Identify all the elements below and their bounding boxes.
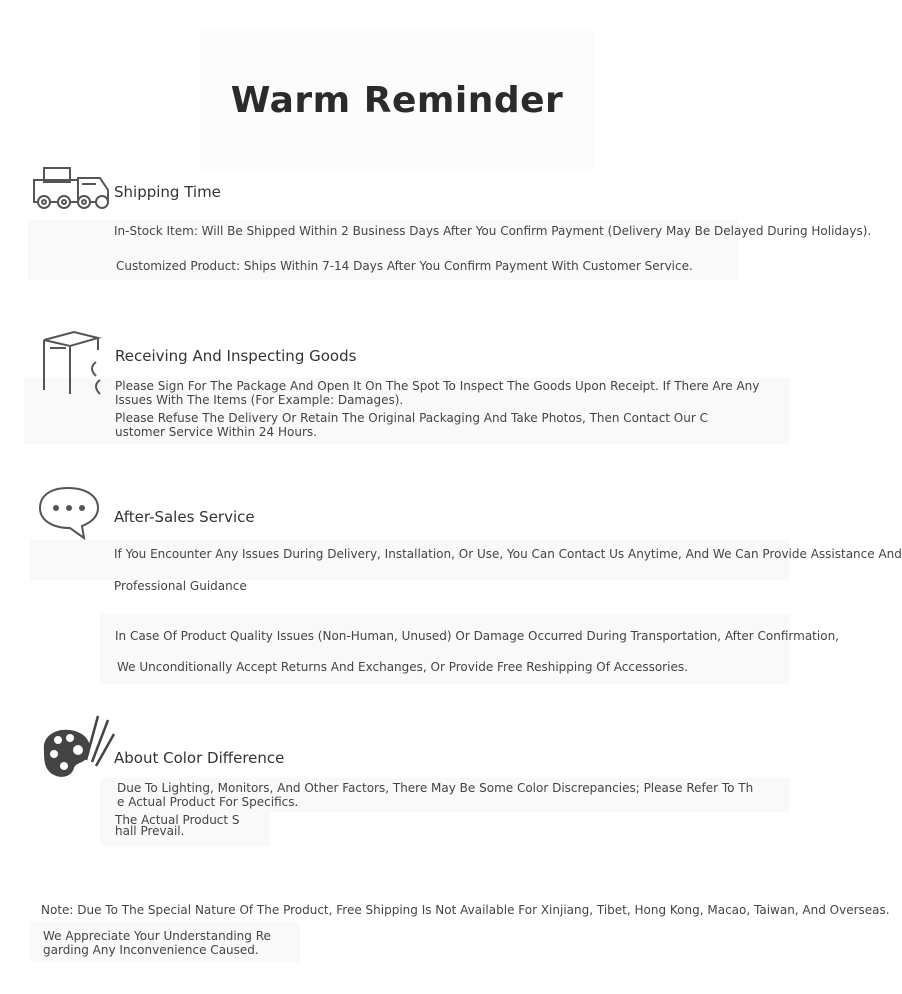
note-text-1: Note: Due To The Special Nature Of The Product, Free Shipping Is Not Available For Xinjiang, Tibet, Hong Kong, Macao, Taiwan, And Overseas. <box>41 903 890 917</box>
receiving-heading: Receiving And Inspecting Goods <box>115 347 357 365</box>
page-title: Warm Reminder <box>230 80 564 121</box>
shipping-text-2: Customized Product: Ships Within 7-14 Days After You Confirm Payment With Customer Service. <box>116 259 693 273</box>
after-sales-text-1: If You Encounter Any Issues During Delivery, Installation, Or Use, You Can Contact Us Anytime, And We Can Provide Assistance And <box>114 547 902 561</box>
chat-bubble-icon <box>36 484 102 540</box>
color-heading: About Color Difference <box>114 749 285 767</box>
truck-icon <box>30 164 120 212</box>
shipping-text-1: In-Stock Item: Will Be Shipped Within 2 Business Days After You Confirm Payment (Delivery May Be Delayed During Holidays). <box>114 224 872 238</box>
receiving-text-2: Please Refuse The Delivery Or Retain The Original Packaging And Take Photos, Then Contact Our Customer Service Within 24 Hours. <box>115 411 708 439</box>
after-sales-heading: After-Sales Service <box>114 508 255 526</box>
color-text-2: The Actual Product Shall Prevail. <box>115 813 240 838</box>
after-sales-text-4: We Unconditionally Accept Returns And Exchanges, Or Provide Free Reshipping Of Accessories. <box>117 660 688 674</box>
box-icon <box>38 328 106 398</box>
receiving-text-1: Please Sign For The Package And Open It On The Spot To Inspect The Goods Upon Receipt. If There Are Any Issues With The Items (For Example: Damages). <box>115 379 760 407</box>
palette-icon <box>36 710 116 782</box>
color-text-1: Due To Lighting, Monitors, And Other Factors, There May Be Some Color Discrepancies; Please Refer To The Actual Product For Specifics. <box>117 781 754 809</box>
after-sales-text-2: Professional Guidance <box>114 579 247 593</box>
after-sales-text-3: In Case Of Product Quality Issues (Non-Human, Unused) Or Damage Occurred During Transportation, After Confirmation, <box>115 629 839 643</box>
shipping-heading: Shipping Time <box>114 183 221 201</box>
title-banner <box>200 30 594 170</box>
note-text-2: We Appreciate Your Understanding Regarding Any Inconvenience Caused. <box>43 929 271 957</box>
